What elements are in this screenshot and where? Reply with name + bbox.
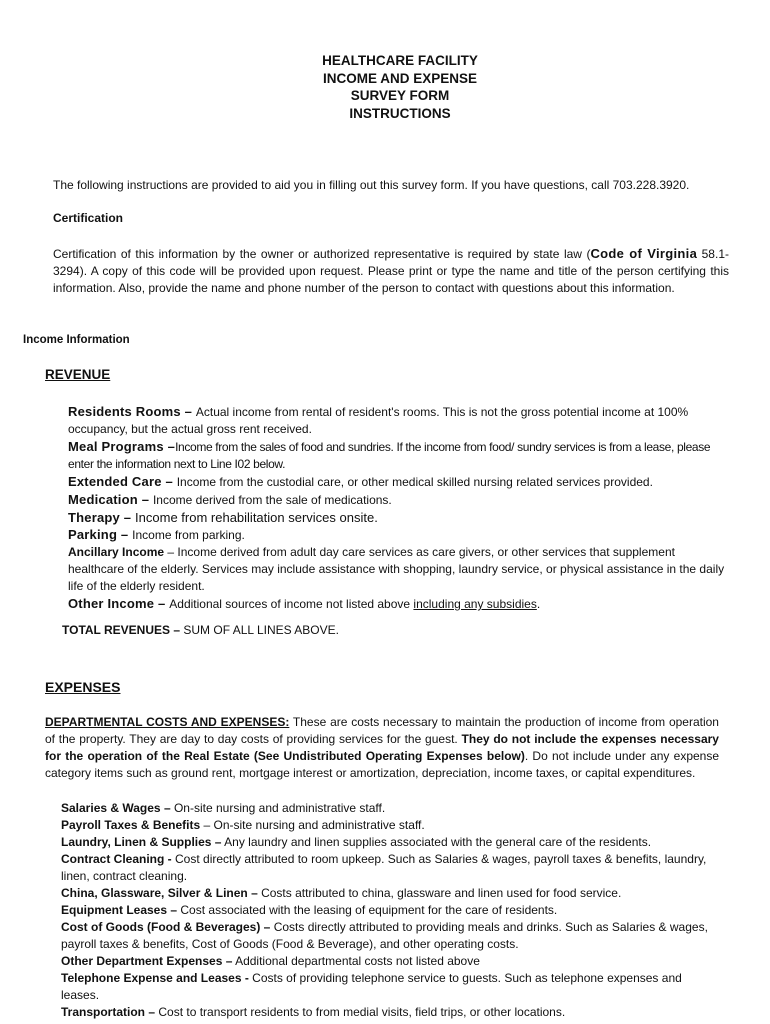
revenue-heading: REVENUE [45,367,111,382]
expense-term: Transportation – [61,1005,156,1019]
revenue-term: Other Income [68,596,155,611]
expense-item [61,851,723,885]
expense-desc: Costs attributed to china, glassware and linen used for food service. [257,886,622,900]
expense-term: China, Glassware, Silver & Linen – [61,886,258,900]
revenue-desc: Income from the custodial care, or other medical skilled nursing related services provided. [176,475,653,489]
expense-desc: Any laundry and linen supplies associated with the general care of the residents. [221,835,652,849]
departmental-text-2: . Do not include under any expense category items such as ground rent, mortgage interest or amortization, depreciation, income taxes, or capital expenditures. [45,749,720,780]
page-title [0,52,770,122]
expense-term: Other Department Expenses – [61,954,233,968]
title-line-1: HEALTHCARE FACILITY [322,53,478,68]
total-revenues-label: TOTAL REVENUES – [62,623,181,637]
revenue-desc: Income from rehabilitation services onsite. [135,510,378,525]
revenue-item: Medication – Income derived from the sale of medications. [68,492,392,507]
total-revenues [62,622,339,639]
expense-term: Equipment Leases – [61,903,178,917]
revenue-desc: Income derived from adult day care services as care givers, or other services that supplement healthcare of the elderly. Services may include assistance with shopping, laundry service, or physical assistance in the daily life of the elderly resident. [68,545,725,593]
expense-item [61,970,723,1004]
expense-item [61,834,723,851]
expense-term: Contract Cleaning - [61,852,172,866]
expense-item [61,817,723,834]
expense-desc: – On-site nursing and administrative staff. [200,818,425,832]
expense-desc: Cost directly attributed to room upkeep. Such as Salaries & wages, payroll taxes & benefits, laundry, linen, contract cleaning. [61,852,707,883]
expense-item [61,919,723,953]
revenue-term: Extended Care [68,474,162,489]
income-information-heading: Income Information [23,334,130,346]
expense-item [61,902,723,919]
revenue-desc: Income derived from the sale of medications. [152,493,392,507]
revenue-item: Meal Programs –Income from the sales of food and sundries. If the income from food/ sundry services is from a lease, please enter the information next to Line I02 below. [68,439,711,471]
revenue-item: Therapy – Income from rehabilitation services onsite. [68,510,378,525]
departmental-costs-paragraph [45,714,719,782]
expense-item [61,1004,723,1021]
expense-desc: Costs of providing telephone service to guests. Such as telephone expenses and leases. [61,971,682,1002]
revenue-desc-underlined: including any subsidies [413,597,537,611]
revenue-term: Meal Programs [68,439,164,454]
revenue-term: Parking [68,527,118,542]
revenue-item: Other Income – Additional sources of income not listed above including any subsidies. [68,596,541,611]
expense-term: Laundry, Linen & Supplies – [61,835,222,849]
expense-term: Salaries & Wages – [61,801,171,815]
departmental-text-1: These are costs necessary to maintain the production of income from operation of the property. They are day to day costs of providing services for the guest. [45,715,719,746]
expense-desc: On-site nursing and administrative staff. [170,801,386,815]
code-of-virginia: Code of Virginia [590,246,698,261]
revenue-term: Therapy [68,510,120,525]
revenue-desc: Income from parking. [132,528,245,542]
expense-list [61,800,723,1021]
title-line-2: INCOME AND EXPENSE [322,70,478,86]
revenue-desc: Actual income from rental of resident's rooms. This is not the gross potential income at 100% occupancy, but the actual gross rent received. [68,405,689,436]
expense-term: Cost of Goods (Food & Beverages) – [61,920,271,934]
departmental-costs-label: DEPARTMENTAL COSTS AND EXPENSES: [45,715,290,729]
expenses-heading: EXPENSES [45,679,121,695]
expense-item [61,800,723,817]
expense-desc: Cost to transport residents to from medial visits, field trips, or other locations. [155,1005,566,1019]
revenue-term: Residents Rooms [68,404,181,419]
revenue-desc: Additional sources of income not listed above [169,597,414,611]
revenue-list [68,403,730,613]
revenue-item: Ancillary Income – Income derived from adult day care services as care givers, or other services that supplement healthcare of the elderly. Services may include assistance with shopping, laundry service, or physical assistance in the daily life of the elderly resident. [68,545,725,593]
departmental-bold-text: They do not include the expenses necessary for the operation of the Real Estate (See Undistributed Operating Expenses below) [45,732,719,763]
certification-paragraph [53,245,729,297]
revenue-term: Medication [68,492,138,507]
expense-term: Payroll Taxes & Benefits [61,818,201,832]
expense-desc: Additional departmental costs not listed above [232,954,480,968]
certification-text-1: Certification of this information by the owner or authorized representative is required by state law ( [53,247,591,261]
revenue-item: Parking – Income from parking. [68,527,245,542]
revenue-item: Extended Care – Income from the custodial care, or other medical skilled nursing related services provided. [68,474,653,489]
expense-desc: Costs directly attributed to providing meals and drinks. Such as Salaries & wages, payroll taxes & benefits, Cost of Goods (Food & Beverage), and other operating costs. [61,920,708,951]
title-line-4: INSTRUCTIONS [349,105,451,121]
certification-text-2: 58.1-3294). A copy of this code will be provided upon request. Please print or type the name and title of the person certifying this information. Also, provide the name and phone number of the person to contact with questions about this information. [53,247,729,295]
expense-item [61,953,723,970]
certification-heading: Certification [53,211,124,225]
expense-term: Telephone Expense and Leases - [61,971,249,985]
revenue-item: Residents Rooms – Actual income from rental of resident's rooms. This is not the gross potential income at 100% occupancy, but the actual gross rent received. [68,404,689,436]
revenue-term: Ancillary Income [68,545,165,559]
revenue-desc: Income from the sales of food and sundries. If the income from food/ sundry services is from a lease, please enter the information next to Line I02 below. [68,440,711,471]
expense-item [61,885,723,902]
title-line-3: SURVEY FORM [350,88,450,103]
expense-desc: Cost associated with the leasing of equipment for the care of residents. [177,903,558,917]
intro-paragraph: The following instructions are provided to aid you in filling out this survey form. If you have questions, call 703.228.3920. [53,178,690,192]
total-revenues-text: SUM OF ALL LINES ABOVE. [180,623,339,637]
